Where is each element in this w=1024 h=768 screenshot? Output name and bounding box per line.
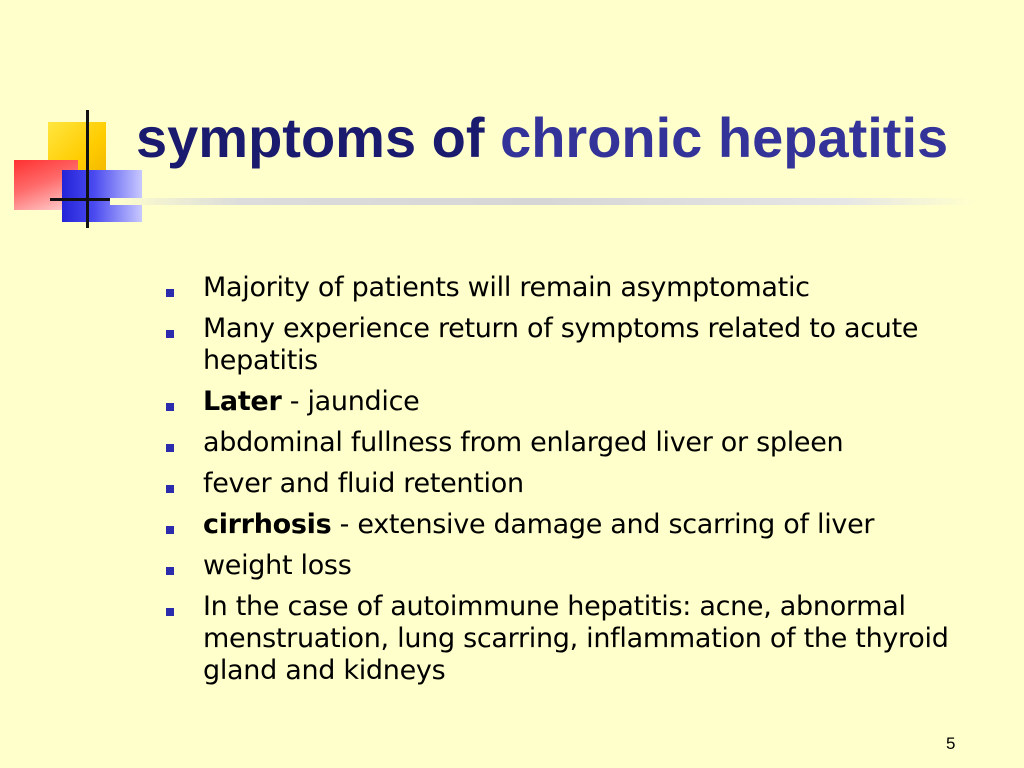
bullet-item (164, 386, 1016, 418)
title-part-1: symptoms of (136, 106, 501, 169)
bullet-item (164, 427, 1016, 459)
bullet-text: Majority of patients will remain asymptomatic (203, 272, 810, 303)
bullet-bold-term: Later (203, 386, 282, 417)
bullet-item (164, 550, 1016, 582)
bullet-text: Many experience return of symptoms related to acute hepatitis (203, 313, 919, 376)
bullet-list (164, 272, 1016, 696)
bullet-text: - jaundice (281, 386, 420, 417)
square-bullet-icon (166, 330, 174, 338)
bullet-bold-term: cirrhosis (203, 509, 332, 540)
square-bullet-icon (166, 608, 174, 616)
square-bullet-icon (166, 485, 174, 493)
bullet-item (164, 272, 1016, 304)
square-bullet-icon (166, 289, 174, 297)
bullet-text: weight loss (203, 550, 352, 581)
bullet-text: - extensive damage and scarring of liver (331, 509, 875, 540)
square-bullet-icon (166, 403, 174, 411)
title-divider (110, 198, 975, 205)
bullet-text: abdominal fullness from enlarged liver or spleen (203, 427, 844, 458)
vertical-line-shape (86, 110, 89, 228)
bullet-text: fever and fluid retention (203, 468, 524, 499)
bullet-item (164, 468, 1016, 500)
square-bullet-icon (166, 526, 174, 534)
square-bullet-icon (166, 567, 174, 575)
blue-square-shape (62, 170, 142, 222)
title-part-2: chronic hepatitis (500, 106, 949, 169)
bullet-item (164, 509, 1016, 541)
bullet-item (164, 591, 1016, 687)
bullet-text: In the case of autoimmune hepatitis: acne, abnormal menstruation, lung scarring, inflammation of the thyroid gland and kidneys (203, 591, 949, 686)
slide-title (136, 106, 996, 170)
square-bullet-icon (166, 444, 174, 452)
page-number: 5 (946, 734, 956, 753)
bullet-item (164, 313, 1016, 377)
